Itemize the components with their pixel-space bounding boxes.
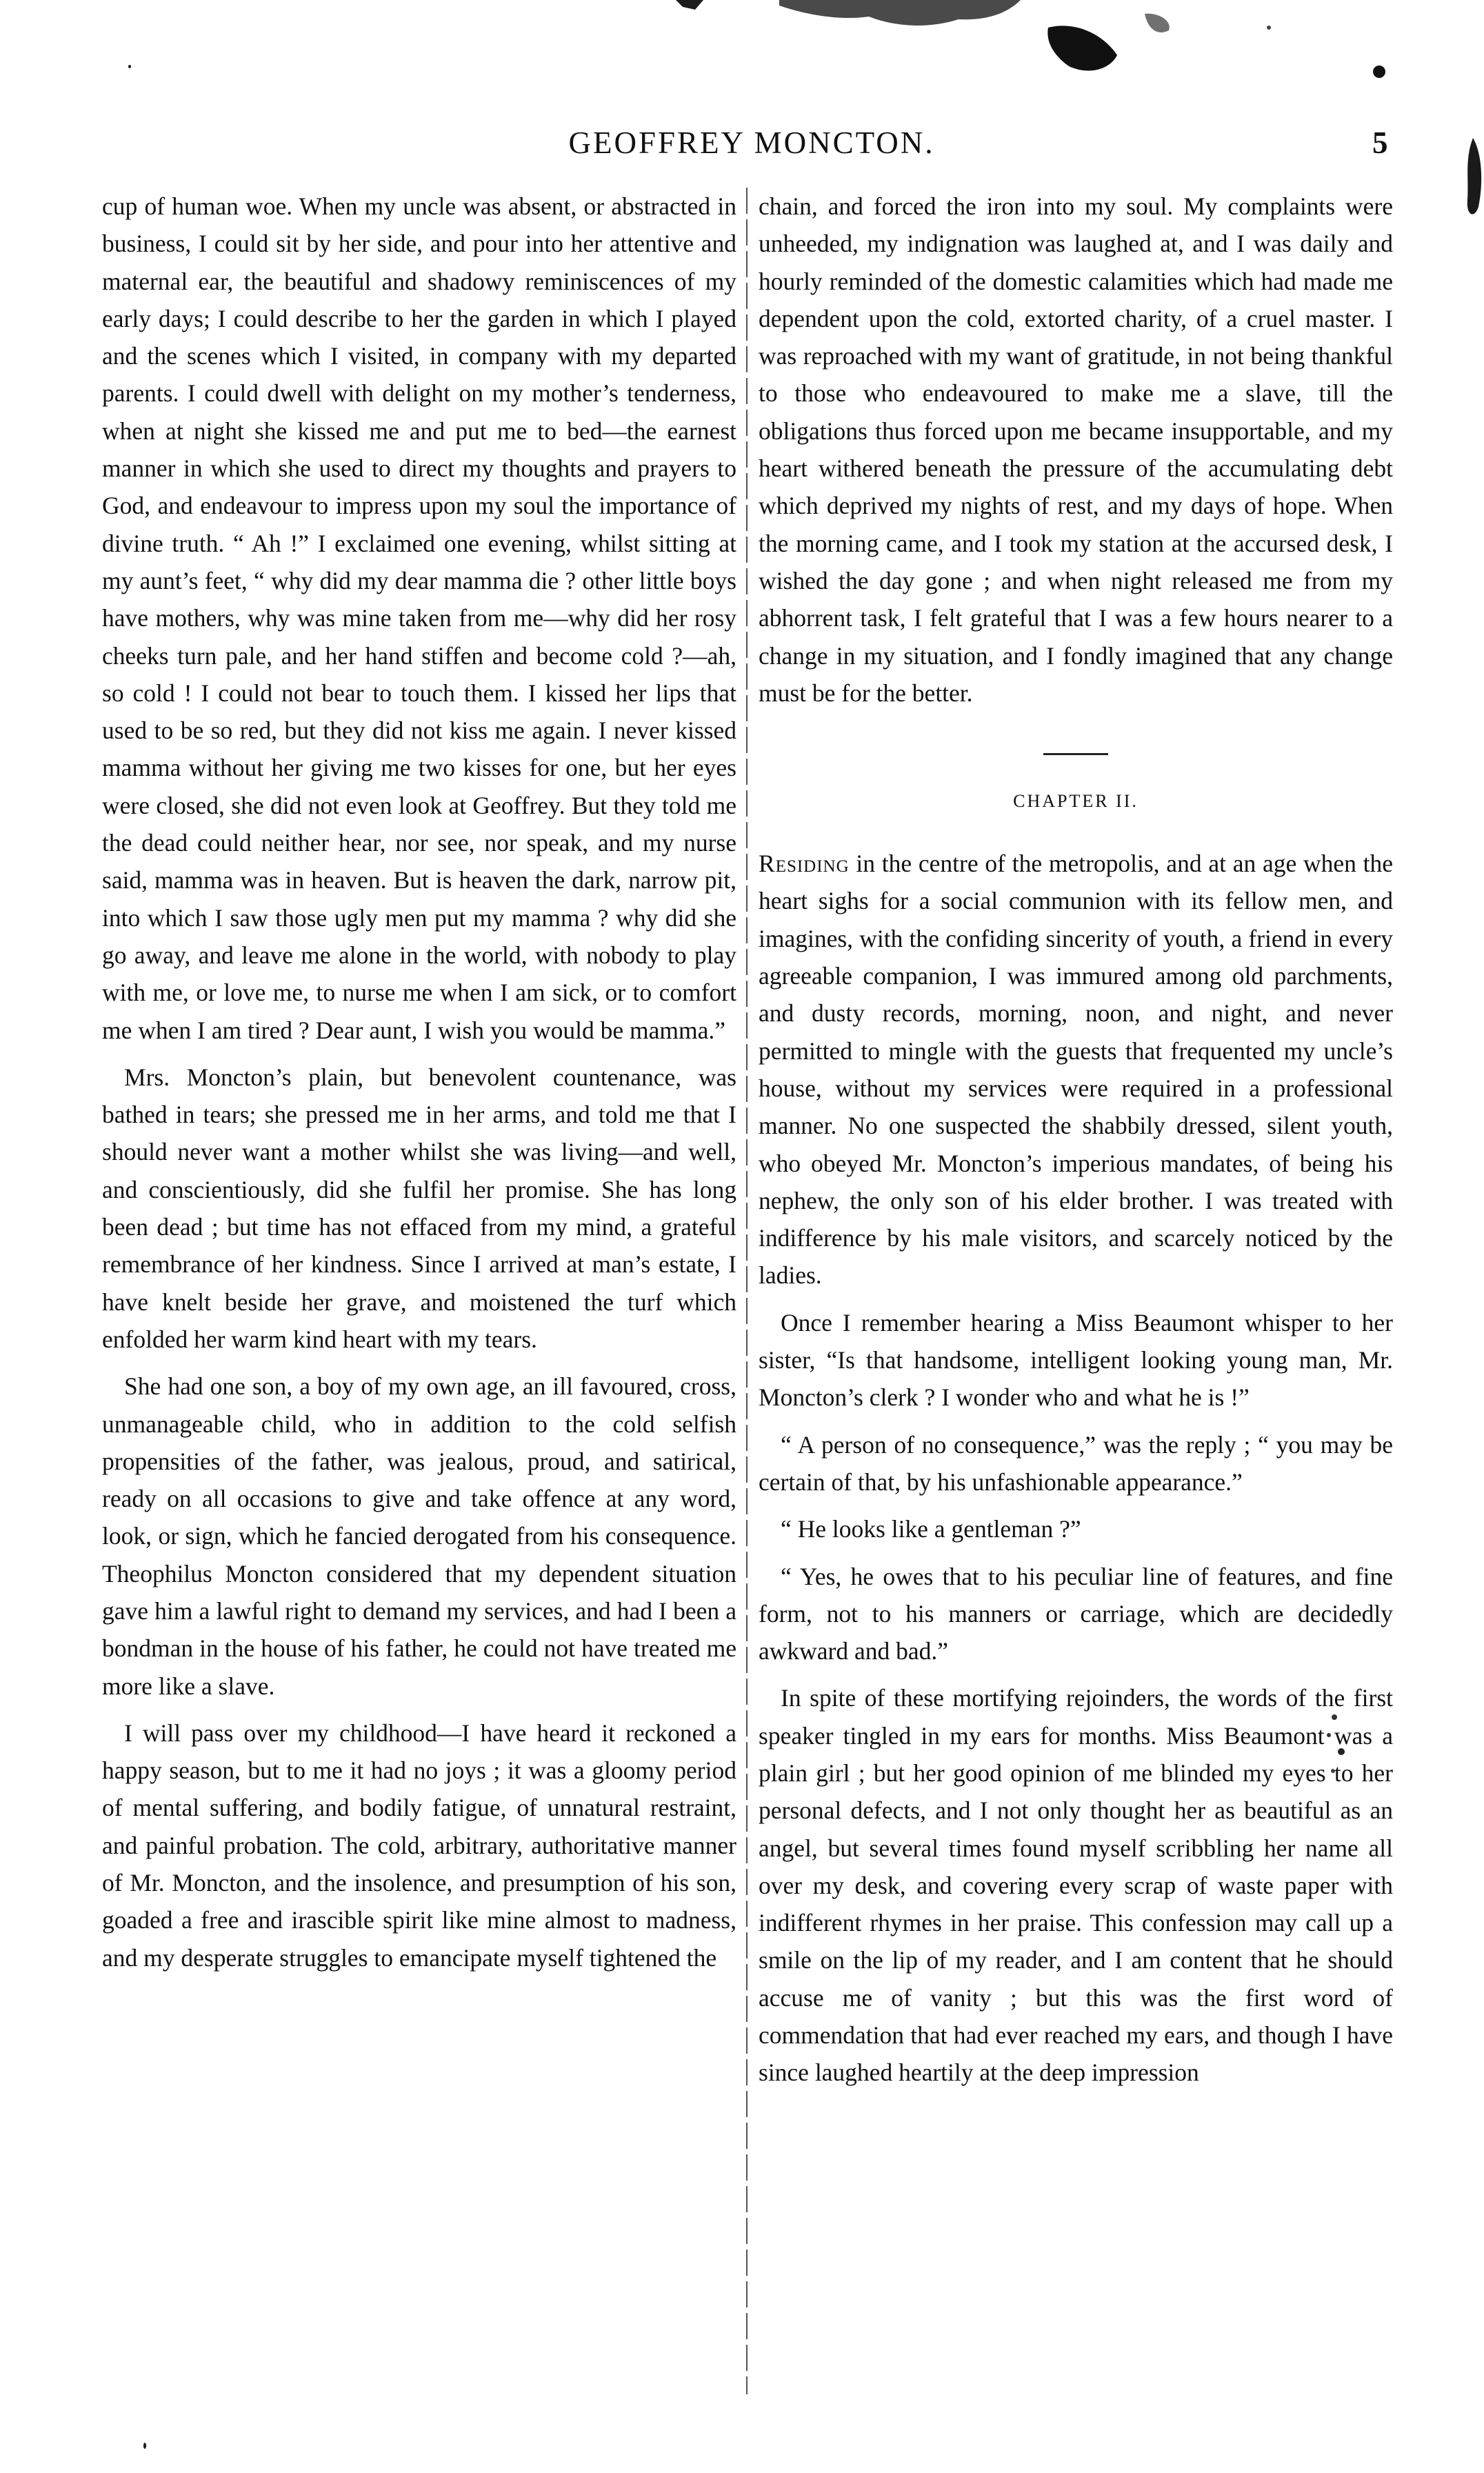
running-header bbox=[0, 119, 1484, 167]
paragraph: “ Yes, he owes that to his peculiar line of features, and fine form, not to his manners or carriage, which are decidedly awkward and bad.” bbox=[759, 1562, 1393, 1665]
ink-speck bbox=[143, 2443, 146, 2449]
paragraph: “ He looks like a gentleman ?” bbox=[781, 1515, 1081, 1543]
paragraph: In spite of these mortifying rejoinders, the words of the first speaker tingled in my ears for months. Miss Beaumont was a plain girl ; but her good opinion of me blinded my eyes to her personal defects, and I not only thought her as beautiful as an angel, but several times found myself scribbling her name all over my desk, and covering every scrap of waste paper with indifferent rhymes in her praise. This confession may call up a smile on the lip of my reader, and I am content that he should accuse me of vanity ; but this was the first word of commendation that had ever reached my ears, and though I have since laughed heartily at the deep impression bbox=[759, 1684, 1393, 2087]
left-column bbox=[102, 188, 736, 1976]
ink-smudge-top bbox=[662, 0, 1421, 90]
paragraph: chain, and forced the iron into my soul. My complaints were unheeded, my indignation was laughed at, and I was daily and hourly reminded of the domestic calamities which had made me dependent upon the cold, extorted charity, of a cruel master. I was reproached with my want of gratitude, in not being thankful to those who endeavoured to make me a slave, till the obligations thus forced upon me became insupportable, and my heart withered beneath the pressure of the accumulating debt which deprived my nights of rest, and my days of hope. When the morning came, and I took my station at the accursed desk, I wished the day gone ; and when night released me from my abhorrent task, I felt grateful that I was a few hours nearer to a change in my situation, and I fondly imagined that any change must be for the better. bbox=[759, 192, 1393, 707]
paragraph: Once I remember hearing a Miss Beaumont whisper to her sister, “Is that handsome, intelligent looking young man, Mr. Moncton’s clerk ? I wonder who and what he is !” bbox=[759, 1308, 1393, 1412]
chapter-first-word: Residing bbox=[759, 850, 850, 878]
right-column bbox=[759, 188, 1393, 2092]
ink-speck bbox=[128, 65, 131, 68]
running-title: GEOFFREY MONCTON. bbox=[568, 126, 935, 160]
paragraph: I will pass over my childhood—I have heard it reckoned a happy season, but to me it had no joys ; it was a gloomy period of mental suffering, and bodily fatigue, of unnatural restraint, and painful probation. The cold, arbitrary, authoritative manner of Mr. Moncton, and the insolence, and presumption of his son, goaded a free and irascible spirit like mine almost to madness, and my desperate struggles to emancipate myself tightened the bbox=[102, 1719, 736, 1972]
chapter-separator-rule bbox=[1043, 753, 1108, 755]
paragraph: She had one son, a boy of my own age, an ill favoured, cross, unmanageable child, who in addition to the cold selfish propensities of the father, was jealous, proud, and satirical, ready on all occasions to give and take offence at any word, look, or sign, which he fancied derogated from his consequence. Theophilus Moncton considered that my dependent situation gave him a lawful right to demand my services, and had I been a bondman in the house of his father, he could not have treated me more like a slave. bbox=[102, 1372, 736, 1700]
page-number: 5 bbox=[1372, 126, 1388, 160]
chapter-heading: CHAPTER II. bbox=[1013, 791, 1139, 812]
paragraph: “ A person of no consequence,” was the reply ; “ you may be certain of that, by his unfashionable appearance.” bbox=[759, 1430, 1393, 1496]
chapter-opening-text: in the centre of the metropolis, and at an age when the heart sighs for a social communion with its fellow men, and imagines, with the confiding sincerity of youth, a friend in every agreeable companion, I was immured among old parchments, and dusty records, morning, noon, and night, and never permitted to mingle with the guests that frequented my uncle’s house, without my services were required in a professional manner. No one suspected the shabbily dressed, silent youth, who obeyed Mr. Moncton’s imperious mandates, of being his nephew, the only son of his elder brother. I was treated with indifference by his male visitors, and scarcely noticed by the ladies. bbox=[759, 850, 1393, 1290]
paragraph: Mrs. Moncton’s plain, but benevolent countenance, was bathed in tears; she pressed me in her arms, and told me that I should never want a mother whilst she was living—and well, and conscientiously, did she fulfil her promise. She has long been dead ; but time has not effaced from my mind, a grateful remembrance of her kindness. Since I arrived at man’s estate, I have knelt beside her grave, and moistened the turf which enfolded her warm kind heart with my tears. bbox=[102, 1063, 736, 1353]
column-divider bbox=[746, 188, 748, 2394]
chapter-opening-paragraph bbox=[759, 845, 1393, 1294]
paragraph: cup of human woe. When my uncle was absent, or abstracted in business, I could sit by her side, and pour into her attentive and maternal ear, the beautiful and shadowy reminiscences of my early days; I could describe to her the garden in which I played and the scenes which I visited, in company with my departed parents. I could dwell with delight on my mother’s tenderness, when at night she kissed me and put me to bed—the earnest manner in which she used to direct my thoughts and prayers to God, and endeavour to impress upon my soul the importance of divine truth. “ Ah !” I exclaimed one evening, whilst sitting at my aunt’s feet, “ why did my dear mamma die ? other little boys have mothers, why was mine taken from me—why did her rosy cheeks turn pale, and her hand stiffen and become cold ?—ah, so cold ! I could not bear to touch them. I kissed her lips that used to be so red, but they did not kiss me again. I never kissed mamma without her giving me two kisses for one, but her eyes were closed, she did not even look at Geoffrey. But they told me the dead could neither hear, nor see, nor speak, and my nurse said, mamma was in heaven. But is heaven the dark, narrow pit, into which I saw those ugly men put my mamma ? why did she go away, and leave me alone in the world, with nobody to play with me, or love me, to nurse me when I am sick, or to comfort me when I am tired ? Dear aunt, I wish you would be mamma.” bbox=[102, 192, 736, 1044]
